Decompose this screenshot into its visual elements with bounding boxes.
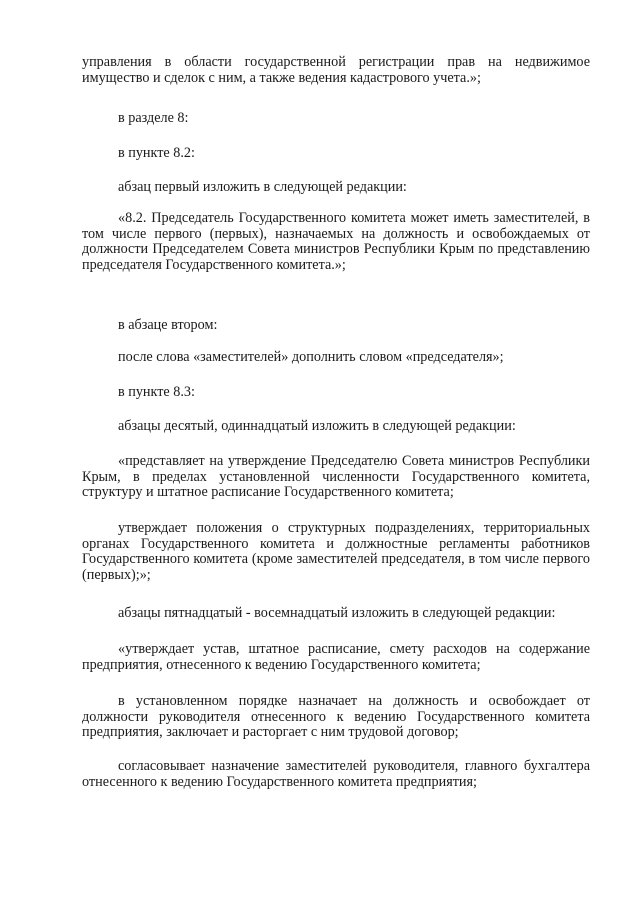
paragraph-first-abzac: абзац первый изложить в следующей редакции: — [118, 179, 407, 195]
paragraph-tenth-eleventh: абзацы десятый, одиннадцатый изложить в следующей редакции: — [118, 418, 516, 434]
paragraph-after-word: после слова «заместителей» дополнить словом «председателя»; — [118, 349, 504, 365]
paragraph-point-8-2: в пункте 8.2: — [118, 145, 195, 161]
paragraph-second-abzac: в абзаце втором: — [118, 317, 218, 333]
paragraph-agrees-deputies: согласовывает назначение заместителей руководителя, главного бухгалтера отнесенного к ведению Государственного комитета предприятия; — [82, 758, 590, 790]
paragraph-continuation: управления в области государственной регистрации прав на недвижимое имущество и сделок с ним, а также ведения кадастрового учета.»; — [82, 54, 590, 86]
paragraph-approves-regulations: утверждает положения о структурных подразделениях, территориальных органах Государственного комитета и должностные регламенты работников Государственного комитета (кроме заместителей председателя, в том числе первого (первых);»; — [82, 520, 590, 583]
paragraph-fifteenth-eighteenth: абзацы пятнадцатый - восемнадцатый изложить в следующей редакции: — [118, 605, 556, 621]
paragraph-approves-charter: «утверждает устав, штатное расписание, смету расходов на содержание предприятия, отнесенного к ведению Государственного комитета; — [82, 641, 590, 673]
paragraph-8-2-text: «8.2. Председатель Государственного комитета может иметь заместителей, в том числе первого (первых), назначаемых на должность и освобождаемых от должности Председателем Совета министров Республики Крым по представлению председателя Государственного комитета.»; — [82, 210, 590, 273]
paragraph-point-8-3: в пункте 8.3: — [118, 384, 195, 400]
paragraph-section-8: в разделе 8: — [118, 110, 189, 126]
paragraph-appoints-head: в установленном порядке назначает на должность и освобождает от должности руководителя отнесенного к ведению Государственного комитета предприятия, заключает и расторгает с ним трудовой договор; — [82, 693, 590, 741]
paragraph-represents: «представляет на утверждение Председателю Совета министров Республики Крым, в пределах установленной численности Государственного комитета, структуру и штатное расписание Государственного комитета; — [82, 453, 590, 501]
